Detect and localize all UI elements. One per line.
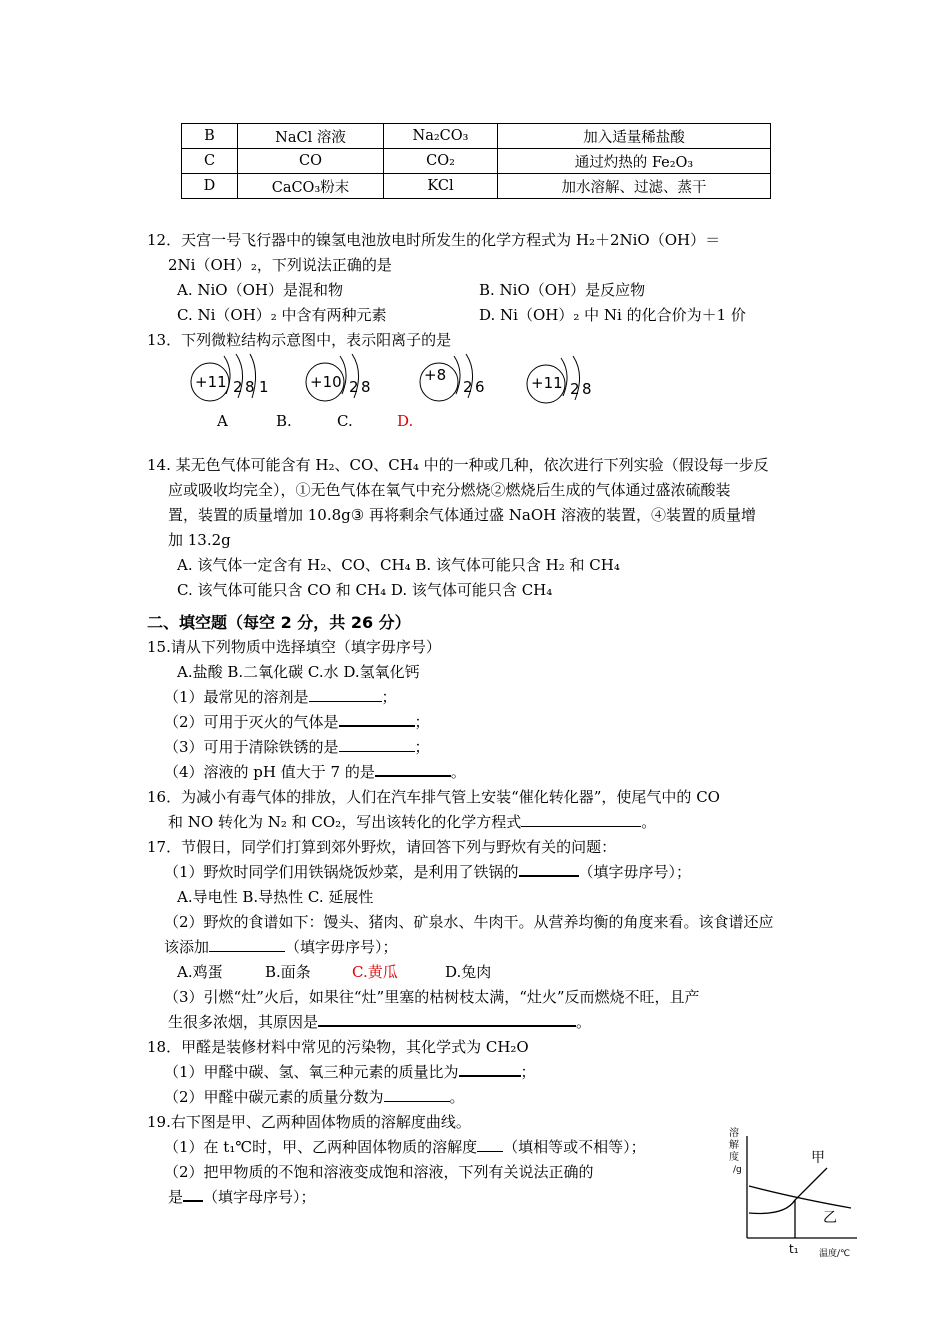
q15-stem: 15.请从下列物质中选择填空（填字毋序号） <box>147 638 441 656</box>
y-axis-label-2: 解 <box>729 1140 739 1151</box>
q17-blank-3[interactable] <box>318 1011 576 1027</box>
q19-blank-2[interactable] <box>183 1186 203 1202</box>
q16-line1: 16．为减小有毒气体的排放，人们在汽车排气管上安装“催化转化器”，使尾气中的 CO <box>147 788 720 806</box>
q13-stem: 13．下列微粒结构示意图中，表示阳离子的是 <box>147 331 452 349</box>
table-row <box>182 149 771 174</box>
atom-d-shell: 2 <box>570 380 580 398</box>
atom-b-nucleus: +10 <box>310 373 342 391</box>
q17-option-b: B.面条 <box>265 963 311 981</box>
atom-d-nucleus: +11 <box>531 374 563 392</box>
q18-blank-2[interactable] <box>384 1087 450 1102</box>
row-method: 加水溶解、过滤、蒸干 <box>498 174 771 199</box>
q19-sub3-text: 是 <box>168 1188 184 1206</box>
section-title: 二、填空题（每空 2 分，共 26 分） <box>147 613 411 632</box>
separation-table <box>181 123 771 199</box>
atom-label-b: B. <box>276 412 292 430</box>
row-method: 加入适量稀盐酸 <box>498 124 771 149</box>
q17-stem: 17．节假日，同学们打算到郊外野炊，请回答下列与野炊有关的问题： <box>147 838 617 856</box>
q15-blank-4[interactable] <box>375 761 451 777</box>
atom-c-shell: 2 <box>463 378 473 396</box>
atom-b <box>306 354 371 401</box>
q18-sub2 <box>164 1086 465 1107</box>
q14-line4: 加 13.2g <box>168 531 231 549</box>
q15-sub4-text: （4）溶液的 pH 值大于 7 的是 <box>164 763 375 781</box>
x-axis-label: 温度/℃ <box>819 1249 851 1259</box>
q12-option-a: A. NiO（OH）是混和物 <box>177 281 343 299</box>
q16-period: 。 <box>641 813 657 831</box>
q17-option-d: D.兔肉 <box>445 963 492 981</box>
y-axis-label-4: /g <box>733 1165 742 1175</box>
q17-sub2-hint: （填字毋序号）； <box>285 938 398 956</box>
atom-b-shell: 8 <box>361 378 371 396</box>
q18-sub1-end: ； <box>520 1063 536 1081</box>
q18-sub2-end: 。 <box>449 1088 465 1106</box>
atom-d <box>527 356 592 403</box>
q19-sub3 <box>168 1186 316 1207</box>
table-row <box>182 124 771 149</box>
q12-stem-line2: 2Ni（OH）₂，下列说法正确的是 <box>168 256 392 274</box>
q17-sub3-text: 生很多浓烟，其原因是 <box>168 1013 319 1031</box>
q15-sub2 <box>164 711 430 732</box>
row-substance: NaCl 溶液 <box>238 124 384 149</box>
row-impurity: KCl <box>384 174 498 199</box>
q17-sub1-options: A.导电性 B.导热性 C. 延展性 <box>177 888 374 906</box>
q16-line2-text: 和 NO 转化为 N₂ 和 CO₂，写出该转化的化学方程式 <box>168 813 522 831</box>
row-method: 通过灼热的 Fe₂O₃ <box>498 149 771 174</box>
atom-d-shell: 8 <box>582 380 592 398</box>
curve-yi <box>749 1186 851 1208</box>
atom-c-shell: 6 <box>475 378 485 396</box>
q19-sub2: （2）把甲物质的不饱和溶液变成饱和溶液，下列有关说法正确的 <box>164 1163 594 1181</box>
q15-sub3 <box>164 736 430 757</box>
q17-sub2-line2 <box>164 936 398 957</box>
q19-sub1-text: （1）在 t₁℃时，甲、乙两种固体物质的溶解度 <box>164 1138 478 1156</box>
atom-label-d: D. <box>397 412 414 430</box>
q19-sub1 <box>164 1136 646 1157</box>
q15-sub2-text: （2）可用于灭火的气体是 <box>164 713 339 731</box>
q17-period: 。 <box>576 1013 592 1031</box>
label-yi: 乙 <box>823 1210 837 1226</box>
y-axis-label-3: 度 <box>729 1152 739 1163</box>
q17-sub3-line1: （3）引燃“灶”火后，如果往“灶”里塞的枯树枝太满，“灶火”反而燃烧不旺，且产 <box>164 988 700 1006</box>
atom-structure-diagrams <box>180 352 620 412</box>
atom-a-nucleus: +11 <box>195 373 227 391</box>
q12-option-b: B. NiO（OH）是反应物 <box>479 281 646 299</box>
table-row <box>182 174 771 199</box>
atom-a <box>191 354 269 401</box>
q17-sub1-text: （1）野炊时同学们用铁锅烧饭炒菜，是利用了铁锅的 <box>164 863 519 881</box>
q16-blank[interactable] <box>521 812 641 827</box>
q15-sub1-text: （1）最常见的溶剂是 <box>164 688 309 706</box>
q19-sub3-hint: （填字母序号）； <box>203 1188 316 1206</box>
q15-sub3-text: （3）可用于清除铁锈的是 <box>164 738 339 756</box>
label-t1: t₁ <box>789 1242 799 1256</box>
q14-options-cd: C. 该气体可能只含 CO 和 CH₄ D. 该气体可能只含 CH₄ <box>177 581 553 599</box>
atom-c-nucleus: +8 <box>424 366 447 384</box>
q18-blank-1[interactable] <box>459 1061 521 1077</box>
q12-option-c: C. Ni（OH）₂ 中含有两种元素 <box>177 306 387 324</box>
row-impurity: Na₂CO₃ <box>384 124 498 149</box>
q15-blank-1[interactable] <box>309 687 382 702</box>
atom-b-shell: 2 <box>349 378 359 396</box>
q17-option-a: A.鸡蛋 <box>177 963 223 981</box>
q15-semi: ； <box>381 688 397 706</box>
row-substance: CO <box>238 149 384 174</box>
q19-stem: 19.右下图是甲、乙两种固体物质的溶解度曲线。 <box>147 1113 471 1131</box>
q17-blank-1[interactable] <box>519 861 579 877</box>
atom-label-a: A <box>217 412 228 430</box>
atom-a-shell: 2 <box>233 378 243 396</box>
q15-period: 。 <box>450 763 466 781</box>
q14-options-ab: A. 该气体一定含有 H₂、CO、CH₄ B. 该气体可能只含 H₂ 和 CH₄ <box>177 556 620 574</box>
q12-option-d: D. Ni（OH）₂ 中 Ni 的化合价为＋1 价 <box>479 306 746 324</box>
q15-blank-2[interactable] <box>339 711 415 727</box>
q17-sub2-text: 该添加 <box>164 938 210 956</box>
q14-line3: 置，装置的质量增加 10.8g③ 再将剩余气体通过盛 NaOH 溶液的装置，④装置的质量增 <box>168 506 756 524</box>
q18-stem: 18．甲醛是装修材料中常见的污染物，其化学式为 CH₂O <box>147 1038 529 1056</box>
q17-sub1 <box>164 861 691 882</box>
atom-c <box>420 354 485 401</box>
q19-blank-1[interactable] <box>477 1137 503 1152</box>
q17-blank-2[interactable] <box>209 937 285 952</box>
atom-a-shell: 1 <box>259 378 269 396</box>
q15-blank-3[interactable] <box>339 737 415 752</box>
y-axis-label-1: 溶 <box>729 1128 739 1139</box>
q15-sub1 <box>164 686 397 707</box>
q17-sub2-line1: （2）野炊的食谱如下：馒头、猪肉、矿泉水、牛肉干。从营养均衡的角度来看。该食谱还应 <box>164 913 774 931</box>
row-substance: CaCO₃粉末 <box>238 174 384 199</box>
q18-sub1-text: （1）甲醛中碳、氢、氧三种元素的质量比为 <box>164 1063 459 1081</box>
q15-semi: ； <box>414 738 430 756</box>
row-impurity: CO₂ <box>384 149 498 174</box>
q14-line2: 应或吸收均完全），①无色气体在氧气中充分燃烧②燃烧后生成的气体通过盛浓硫酸装 <box>168 481 731 499</box>
q17-sub1-hint: （填字毋序号）； <box>578 863 692 881</box>
row-id: C <box>182 149 238 174</box>
row-id: B <box>182 124 238 149</box>
q19-sub1-hint: （填相等或不相等）； <box>503 1138 646 1156</box>
q18-sub2-text: （2）甲醛中碳元素的质量分数为 <box>164 1088 384 1106</box>
solubility-graph <box>715 1118 880 1260</box>
q15-sub4 <box>164 761 466 782</box>
q17-option-c: C.黄瓜 <box>352 963 398 981</box>
q12-stem-line1: 12．天宫一号飞行器中的镍氢电池放电时所发生的化学方程式为 H₂＋2NiO（OH）＝ <box>147 231 721 249</box>
atom-a-shell: 8 <box>245 378 255 396</box>
q14-line1: 14. 某无色气体可能含有 H₂、CO、CH₄ 中的一种或几种，依次进行下列实验（假设每一步反 <box>147 456 769 474</box>
row-id: D <box>182 174 238 199</box>
q18-sub1 <box>164 1061 536 1082</box>
q15-semi: ； <box>414 713 430 731</box>
atom-label-c: C. <box>337 412 353 430</box>
curve-jia <box>749 1168 827 1213</box>
label-jia: 甲 <box>811 1150 825 1166</box>
q16-line2 <box>168 811 656 832</box>
q15-options: A.盐酸 B.二氧化碳 C.水 D.氢氧化钙 <box>177 663 420 681</box>
q17-sub3-line2 <box>168 1011 591 1032</box>
